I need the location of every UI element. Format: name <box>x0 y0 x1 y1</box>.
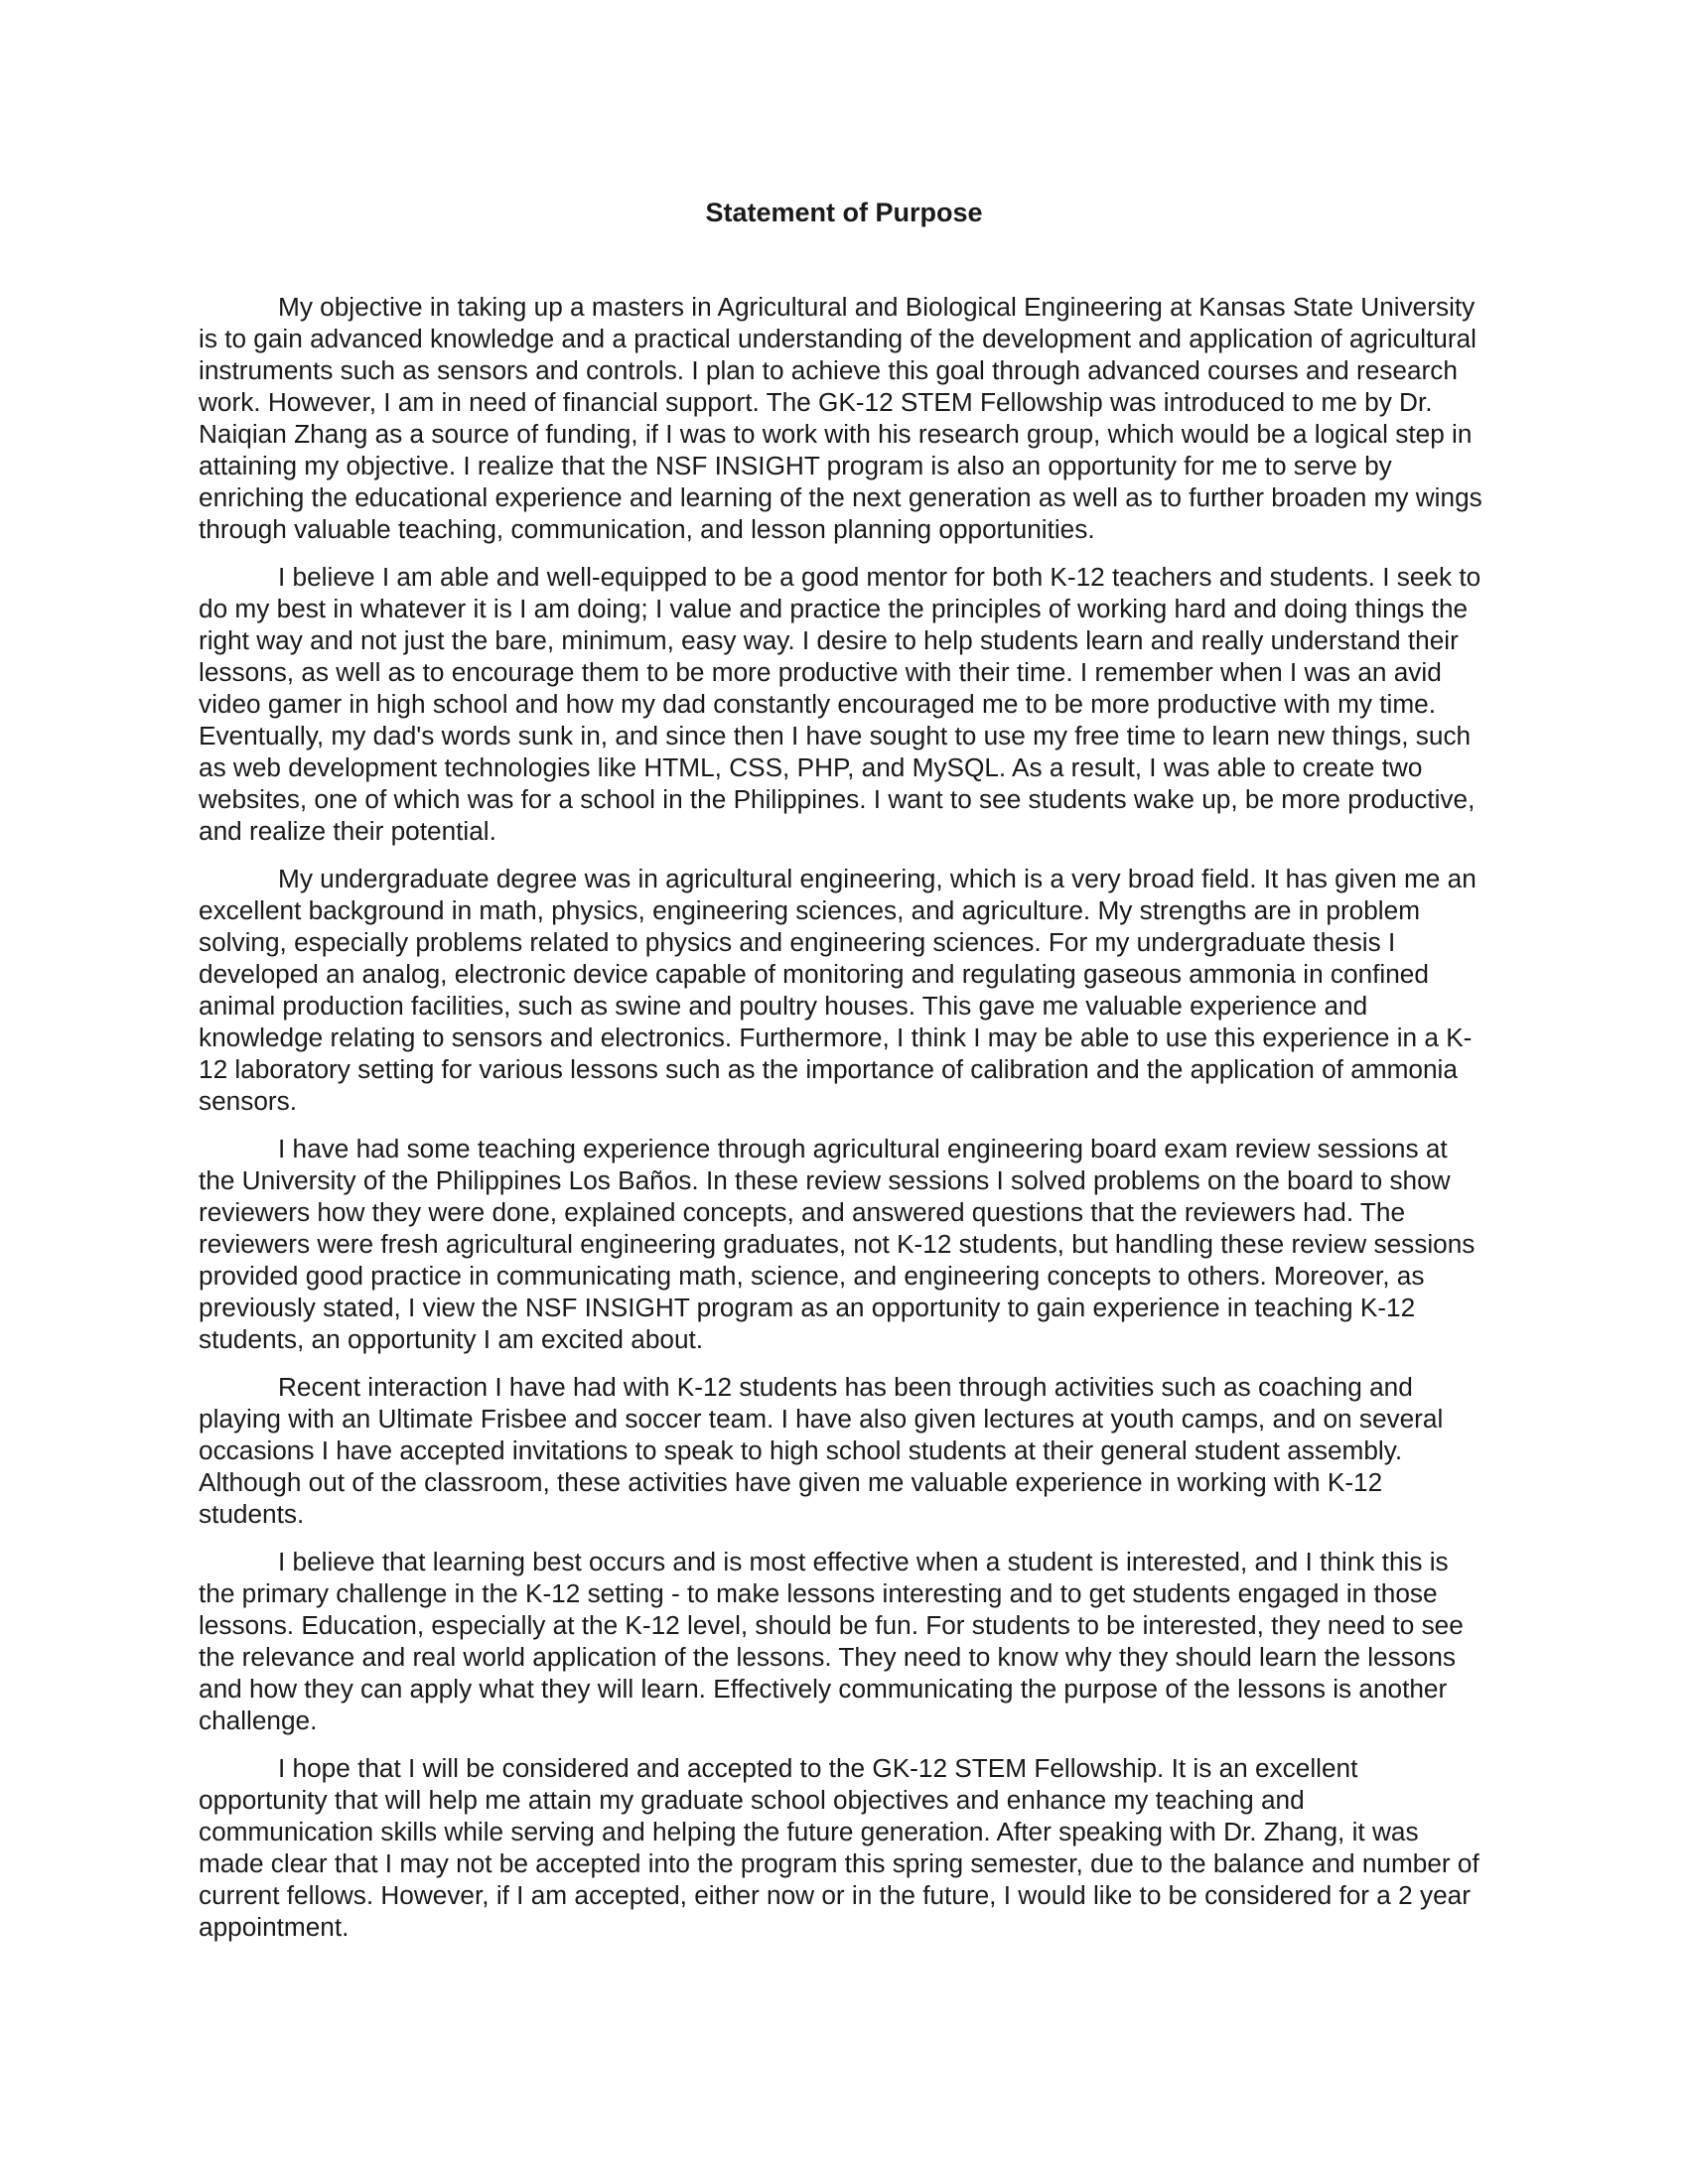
paragraph-teaching-experience: I have had some teaching experience through agricultural engineering board exam review sessions at the University of the Philippines Los Baños. In these review sessions I solved problems on the board to show reviewers how they were done, explained concepts, and answered questions that the reviewers had. The reviewers were fresh agricultural engineering graduates, not K-12 students, but handling these review sessions provided good practice in communicating math, science, and engineering concepts to others. Moreover, as previously stated, I view the NSF INSIGHT program as an opportunity to gain experience in teaching K-12 students, an opportunity I am excited about. <box>199 1134 1476 1354</box>
paragraph-learning-philosophy: I believe that learning best occurs and is most effective when a student is interested, and I think this is the primary challenge in the K-12 setting - to make lessons interesting and to get students engaged in those lessons. Education, especially at the K-12 level, should be fun. For students to be interested, they need to see the relevance and real world application of the lessons. They need to know why they should learn the lessons and how they can apply what they will learn. Effectively communicating the purpose of the lessons is another challenge. <box>199 1547 1464 1735</box>
paragraph-mentor: I believe I am able and well-equipped to be a good mentor for both K-12 teachers and students. I seek to do my best in whatever it is I am doing; I value and practice the principles of working hard and doing things the right way and not just the bare, minimum, easy way. I desire to help students learn and really understand their lessons, as well as to encourage them to be more productive with their time. I remember when I was an avid video gamer in high school and how my dad constantly encouraged me to be more productive with my time. Eventually, my dad's words sunk in, and since then I have sought to use my free time to learn new things, such as web development technologies like HTML, CSS, PHP, and MySQL. As a result, I was able to create two websites, one of which was for a school in the Philippines. I want to see students wake up, be more productive, and realize their potential. <box>199 562 1481 846</box>
document-page <box>199 0 1489 2184</box>
paragraph-undergraduate: My undergraduate degree was in agricultural engineering, which is a very broad field. It has given me an excellent background in math, physics, engineering sciences, and agriculture. My strengths are in problem solving, especially problems related to physics and engineering sciences. For my undergraduate thesis I developed an analog, electronic device capable of monitoring and regulating gaseous ammonia in confined animal production facilities, such as swine and poultry houses. This gave me valuable experience and knowledge relating to sensors and electronics. Furthermore, I think I may be able to use this experience in a K-12 laboratory setting for various lessons such as the importance of calibration and the application of ammonia sensors. <box>199 864 1477 1116</box>
document-title: Statement of Purpose <box>705 198 983 227</box>
paragraph-objective: My objective in taking up a masters in Agricultural and Biological Engineering at Kansas State University is to gain advanced knowledge and a practical understanding of the development and application of agricultural instruments such as sensors and controls. I plan to achieve this goal through advanced courses and research work. However, I am in need of financial support. The GK-12 STEM Fellowship was introduced to me by Dr. Naiqian Zhang as a source of funding, if I was to work with his research group, which would be a logical step in attaining my objective. I realize that the NSF INSIGHT program is also an opportunity for me to serve by enriching the educational experience and learning of the next generation as well as to further broaden my wings through valuable teaching, communication, and lesson planning opportunities. <box>199 292 1482 544</box>
paragraph-closing: I hope that I will be considered and accepted to the GK-12 STEM Fellowship. It is an excellent opportunity that will help me attain my graduate school objectives and enhance my teaching and communication skills while serving and helping the future generation. After speaking with Dr. Zhang, it was made clear that I may not be accepted into the program this spring semester, due to the balance and number of current fellows. However, if I am accepted, either now or in the future, I would like to be considered for a 2 year appointment. <box>199 1753 1479 1942</box>
paragraph-k12-interaction: Recent interaction I have had with K-12 students has been through activities such as coaching and playing with an Ultimate Frisbee and soccer team. I have also given lectures at youth camps, and on several occasions I have accepted invitations to speak to high school students at their general student assembly. Although out of the classroom, these activities have given me valuable experience in working with K-12 students. <box>199 1372 1444 1529</box>
document-body <box>199 291 1485 1959</box>
